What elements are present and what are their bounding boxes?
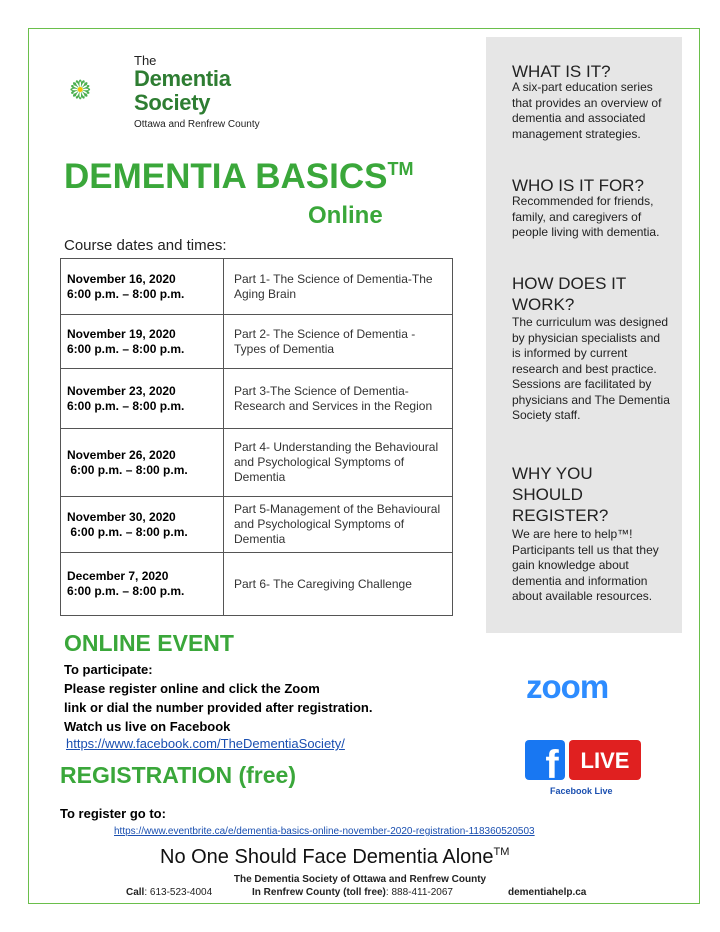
phone-contact: Call: 613-523-4004 <box>126 887 213 898</box>
course-dates-label: Course dates and times: <box>64 237 227 254</box>
table-row <box>61 315 453 369</box>
logo-subtitle: Ottawa and Renfrew County <box>134 119 260 130</box>
table-row <box>61 369 453 429</box>
who-text: Recommended for friends, family, and caregivers of people living with dementia. <box>512 194 660 239</box>
logo-text-the: The <box>134 53 157 68</box>
table-row <box>61 259 453 315</box>
trademark: TM <box>387 159 414 179</box>
how-heading: HOW DOES IT WORK? <box>512 274 626 314</box>
session-datetime: November 30, 2020 6:00 p.m. – 8:00 p.m. <box>61 497 224 553</box>
session-description: Part 1- The Science of Dementia-The Aging Brain <box>224 259 453 315</box>
what-heading: WHAT IS IT? <box>512 62 611 81</box>
renfrew-phone-contact: In Renfrew County (toll free): 888-411-2067 <box>252 887 453 898</box>
online-event-heading: ONLINE EVENT <box>64 630 234 656</box>
schedule-table <box>60 258 453 616</box>
how-text: The curriculum was designed by physician specialists and is informed by current research and best practice. Sessions are facilitated by physicians and The Dementia Society staff. <box>512 315 670 422</box>
facebook-live-icon <box>525 740 641 780</box>
table-row <box>61 553 453 616</box>
session-datetime: December 7, 2020 6:00 p.m. – 8:00 p.m. <box>61 553 224 616</box>
session-datetime: November 26, 2020 6:00 p.m. – 8:00 p.m. <box>61 429 224 497</box>
why-heading: WHY YOU SHOULD REGISTER? <box>512 464 609 525</box>
session-description: Part 3-The Science of Dementia-Research and Services in the Region <box>224 369 453 429</box>
facebook-live-caption: Facebook Live <box>550 786 613 796</box>
page-title: DEMENTIA BASICS™ <box>64 157 414 196</box>
session-description: Part 2- The Science of Dementia - Types of Dementia <box>224 315 453 369</box>
website[interactable]: dementiahelp.ca <box>508 887 587 898</box>
page-subtitle: Online <box>308 202 383 229</box>
table-row <box>61 429 453 497</box>
daisy-logo-icon <box>70 60 134 124</box>
logo-text-society: Society <box>134 90 211 115</box>
what-text: A six-part education series that provides an overview of dementia and associated management strategies. <box>512 80 662 141</box>
logo-text-dementia: Dementia <box>134 66 231 91</box>
session-datetime: November 16, 2020 6:00 p.m. – 8:00 p.m. <box>61 259 224 315</box>
session-datetime: November 23, 2020 6:00 p.m. – 8:00 p.m. <box>61 369 224 429</box>
registration-link[interactable]: https://www.eventbrite.ca/e/dementia-basics-online-november-2020-registration-118360520503 <box>114 826 535 837</box>
register-go-label: To register go to: <box>60 806 166 821</box>
organization-name: The Dementia Society of Ottawa and Renfrew County <box>233 874 487 885</box>
why-text: We are here to help™! Participants tell us that they gain knowledge about dementia and information about available resources. <box>512 527 659 603</box>
table-row <box>61 497 453 553</box>
tagline: No One Should Face Dementia Alone™ <box>160 846 510 868</box>
registration-heading: REGISTRATION (free) <box>60 762 296 788</box>
facebook-link[interactable]: https://www.facebook.com/TheDementiaSociety/ <box>66 736 345 751</box>
session-description: Part 5-Management of the Behavioural and Psychological Symptoms of Dementia <box>224 497 453 553</box>
zoom-logo: zoom <box>526 668 609 705</box>
session-datetime: November 19, 2020 6:00 p.m. – 8:00 p.m. <box>61 315 224 369</box>
participate-instructions: To participate: Please register online and click the Zoom link or dial the number provided after registration. Watch us live on Facebook <box>64 662 373 734</box>
session-description: Part 6- The Caregiving Challenge <box>224 553 453 616</box>
who-heading: WHO IS IT FOR? <box>512 176 644 195</box>
fb-f: f <box>545 743 559 780</box>
session-description: Part 4- Understanding the Behavioural and Psychological Symptoms of Dementia <box>224 429 453 497</box>
fb-live-text: LIVE <box>580 748 630 773</box>
